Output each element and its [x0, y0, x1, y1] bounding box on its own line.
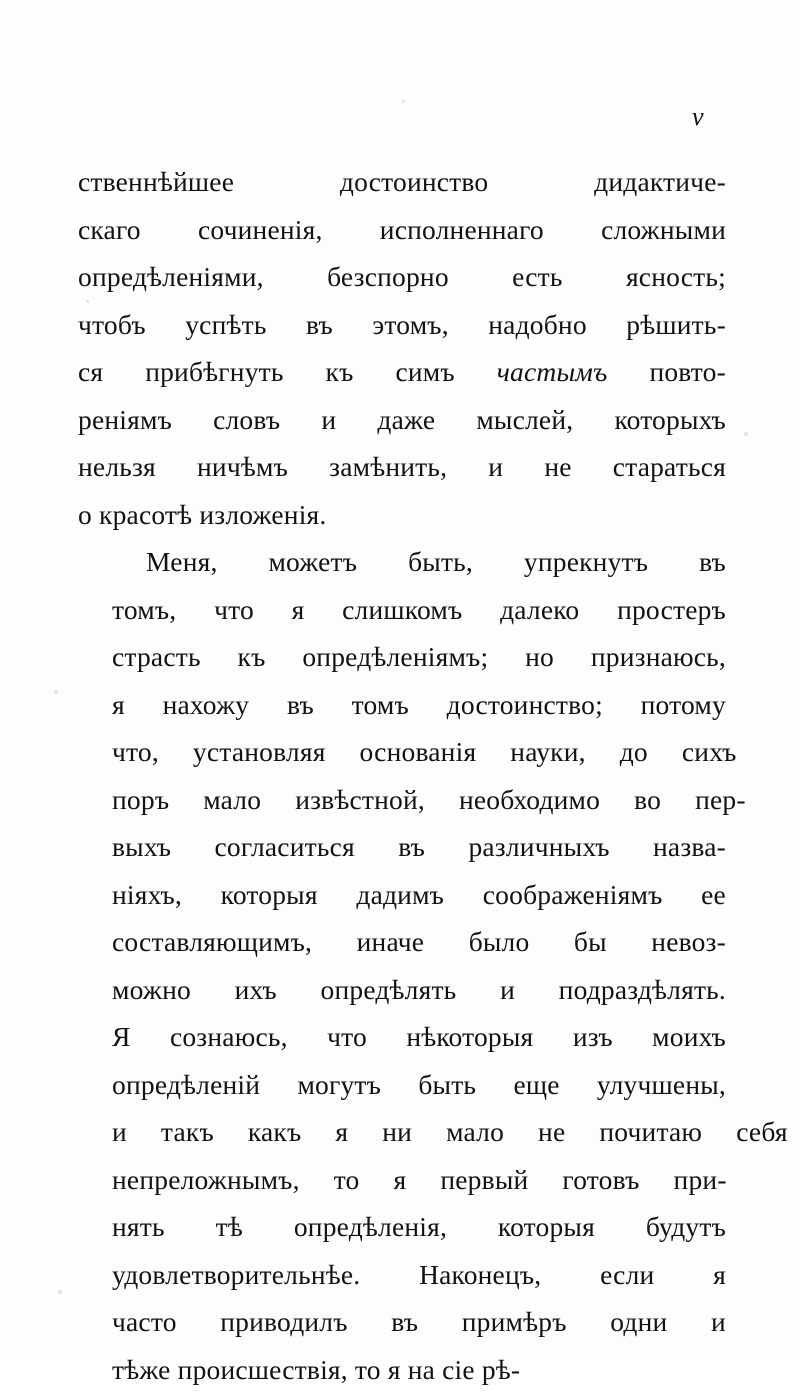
page-number: v — [692, 102, 704, 132]
paper-speck — [744, 432, 748, 436]
paragraph-1 — [78, 158, 726, 538]
text-line: непреложнымъ, то я первый готовъ при- — [78, 1156, 726, 1204]
text-line: Меня, можетъ быть, упрекнутъ въ — [78, 538, 726, 586]
paper-speck — [54, 690, 58, 694]
text-line: удовлетворительнѣе. Наконецъ, если я — [78, 1251, 726, 1299]
text-line: о красотѣ изложенія. — [78, 491, 726, 539]
text-line: и такъ какъ я ни мало не почитаю себя — [78, 1108, 726, 1156]
text-line: чтобъ успѣть въ этомъ, надобно рѣшить- — [78, 301, 726, 349]
text-line: томъ, что я слишкомъ далеко простеръ — [78, 586, 726, 634]
body-text — [78, 158, 726, 1393]
text-line: тѣже происшествія, то я на сіе рѣ- — [78, 1346, 726, 1393]
text-line: ніяхъ, которыя дадимъ соображеніямъ ее — [78, 871, 726, 919]
text-line: ственнѣйшее достоинство дидактиче- — [78, 158, 726, 206]
text-line: ся прибѣгнуть къ симъ частымъ повто- — [78, 348, 726, 396]
paper-speck — [58, 1290, 62, 1294]
text-line: выхъ согласиться въ различныхъ назва- — [78, 823, 726, 871]
text-line: я нахожу въ томъ достоинство; потому — [78, 681, 726, 729]
text-line: можно ихъ опредѣлять и подраздѣлять. — [78, 966, 726, 1014]
text-line: скаго сочиненія, исполненнаго сложными — [78, 206, 726, 254]
text-line: что, установляя основанія науки, до сихъ — [78, 728, 726, 776]
paragraph-2 — [78, 538, 726, 1393]
text-line: реніямъ словъ и даже мыслей, которыхъ — [78, 396, 726, 444]
text-line: опредѣленіями, безспорно есть ясность; — [78, 253, 726, 301]
text-line: составляющимъ, иначе было бы невоз- — [78, 918, 726, 966]
paper-speck — [402, 100, 405, 103]
text-line: нять тѣ опредѣленія, которыя будутъ — [78, 1203, 726, 1251]
text-line: Я сознаюсь, что нѣкоторыя изъ моихъ — [78, 1013, 726, 1061]
text-line: опредѣленій могутъ быть еще улучшены, — [78, 1061, 726, 1109]
text-line: нельзя ничѣмъ замѣнить, и не стараться — [78, 443, 726, 491]
text-line: страсть къ опредѣленіямъ; но признаюсь, — [78, 633, 726, 681]
text-line: поръ мало извѣстной, необходимо во пер- — [78, 776, 726, 824]
text-line: часто приводилъ въ примѣръ одни и — [78, 1298, 726, 1346]
